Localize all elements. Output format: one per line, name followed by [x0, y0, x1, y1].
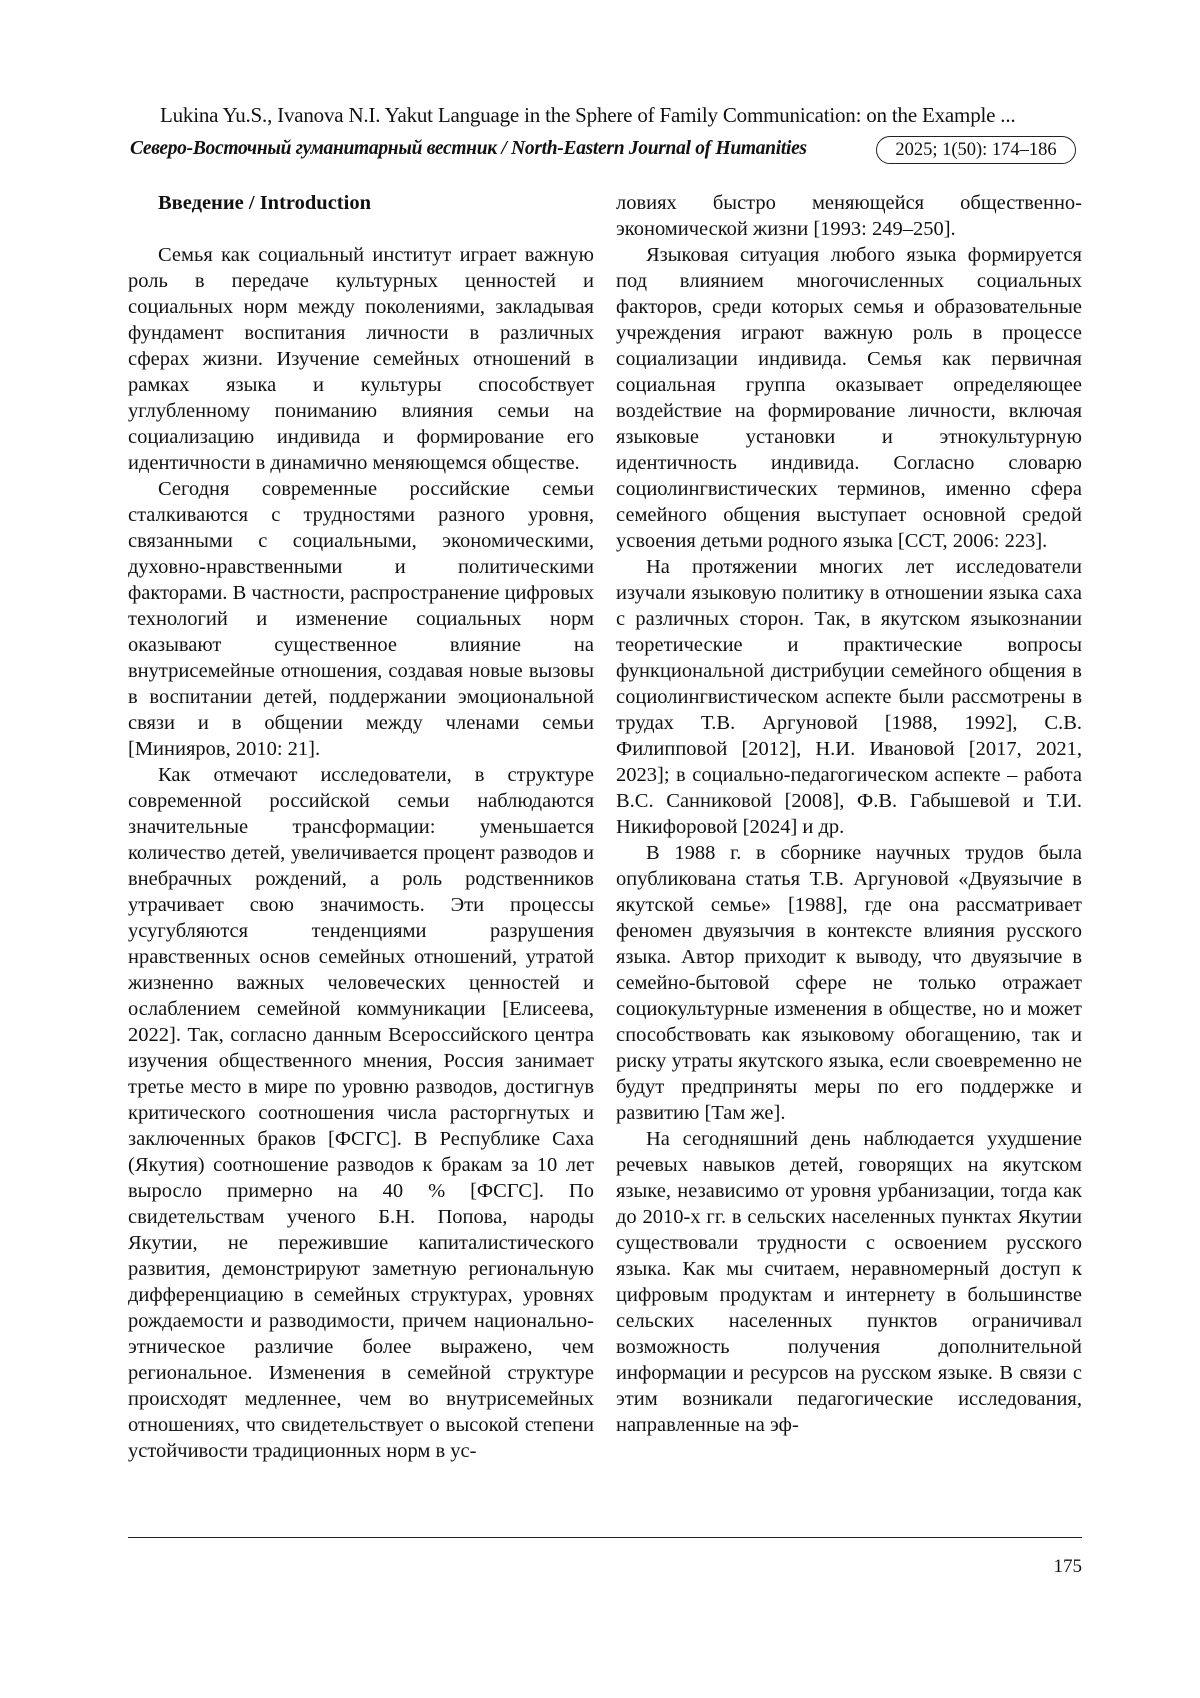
paragraph: На сегодняшний день наблюдается ухудшение речевых навыков детей, говорящих на якутском языке, независимо от уровня урбанизации, тогда как до 2010-х гг. в сельских населенных пунктах Якутии существовали трудности с освоением русского языка. Как мы считаем, неравномерный доступ к цифровым продуктам и интернету в большинстве сельских населенных пунктов ограничивал возможность получения дополнительной информации и ресурсов на русском языке. В связи с этим возникали педагогические исследования, направленные на эф-	[616, 1128, 1082, 1436]
paragraph: В 1988 г. в сборнике научных трудов была опубликована статья Т.В. Аргуновой «Двуязычие в якутской семье» [1988], где она рассматривает феномен двуязычия в контексте влияния русского языка. Автор приходит к выводу, что двуязычие в семейно-бытовой сфере не только отражает социокультурные изменения в обществе, но и может способствовать как языковому обогащению, так и риску утраты якутского языка, если своевременно не будут предприняты меры по его поддержке и развитию [Там же].	[616, 842, 1082, 1124]
footer-divider	[128, 1537, 1082, 1538]
paragraph: Языковая ситуация любого языка формируется под влиянием многочисленных социальных факторов, среди которых семья и образовательные учреждения играют важную роль в процессе социализации индивида. Семья как первичная социальная группа оказывает определяющее воздействие на формирование личности, включая языковые установки и этнокультурную идентичность индивида. Согласно словарю социолингвистических терминов, именно сфера семейного общения выступает основной средой усвоения детьми родного языка [ССТ, 2006: 223].	[616, 244, 1082, 552]
paragraph: Сегодня современные российские семьи сталкиваются с трудностями разного уровня, связанными с социальными, экономическими, духовно-нравственными и политическими факторами. В частности, распространение цифровых технологий и изменение социальных норм оказывают существенное влияние на внутрисемейные отношения, создавая новые вызовы в воспитании детей, поддержании эмоциональной связи и в общении между членами семьи [Минияров, 2010: 21].	[128, 478, 594, 760]
page-number: 175	[1053, 1556, 1082, 1577]
running-header-journal: Северо-Восточный гуманитарный вестник / North-Eastern Journal of Humanities	[130, 138, 807, 159]
paragraph: Как отмечают исследователи, в структуре современной российской семьи наблюдаются значительные трансформации: уменьшается количество детей, увеличивается процент разводов и внебрачных рождений, а роль родственников утрачивает свою значимость. Эти процессы усугубляются тенденциями разрушения нравственных основ семейных отношений, утратой жизненно важных человеческих ценностей и ослаблением семейной коммуникации [Елисеева, 2022]. Так, согласно данным Всероссийского центра изучения общественного мнения, Россия занимает третье место в мире по уровню разводов, достигнув критического соотношения числа расторгнутых и заключенных браков [ФСГС]. В Республике Саха (Якутия) соотношение разводов к бракам за 10 лет выросло примерно на 40 % [ФСГС]. По свидетельствам ученого Б.Н. Попова, народы Якутии, не пережившие капиталистического развития, демонстрируют заметную региональную дифференциацию в семейных структурах, уровнях рождаемости и разводимости, причем национально-этническое различие более выражено, чем региональное. Изменения в семейной структуре происходят медленнее, чем во внутрисемейных отношениях, что свидетельствует о высокой степени устойчивости традиционных норм в ус-	[128, 764, 594, 1462]
running-header-authors-title: Lukina Yu.S., Ivanova N.I. Yakut Language in the Sphere of Family Communication: on the Example ...	[160, 103, 1016, 127]
paragraph: Семья как социальный институт играет важную роль в передаче культурных ценностей и социальных норм между поколениями, закладывая фундамент воспитания личности в различных сферах жизни. Изучение семейных отношений в рамках языка и культуры способствует углубленному пониманию влияния семьи на социализацию индивида и формирование его идентичности в динамично меняющемся обществе.	[128, 244, 594, 474]
left-column	[128, 190, 594, 1464]
paragraph-continuation: ловиях быстро меняющейся общественно-экономической жизни [1993: 249–250].	[616, 192, 1082, 240]
right-column	[616, 190, 1082, 1438]
paragraph: На протяжении многих лет исследователи изучали языковую политику в отношении языка саха с различных сторон. Так, в якутском языкознании теоретические и практические вопросы функциональной дистрибуции семейного общения в социолингвистическом аспекте были рассмотрены в трудах Т.В. Аргуновой [1988, 1992], С.В. Филипповой [2012], Н.И. Ивановой [2017, 2021, 2023]; в социально-педагогическом аспекте – работа В.С. Санниковой [2008], Ф.В. Габышевой и Т.И. Никифоровой [2024] и др.	[616, 556, 1082, 838]
issue-badge: 2025; 1(50): 174–186	[876, 136, 1076, 164]
section-heading: Введение / Introduction	[158, 192, 371, 214]
